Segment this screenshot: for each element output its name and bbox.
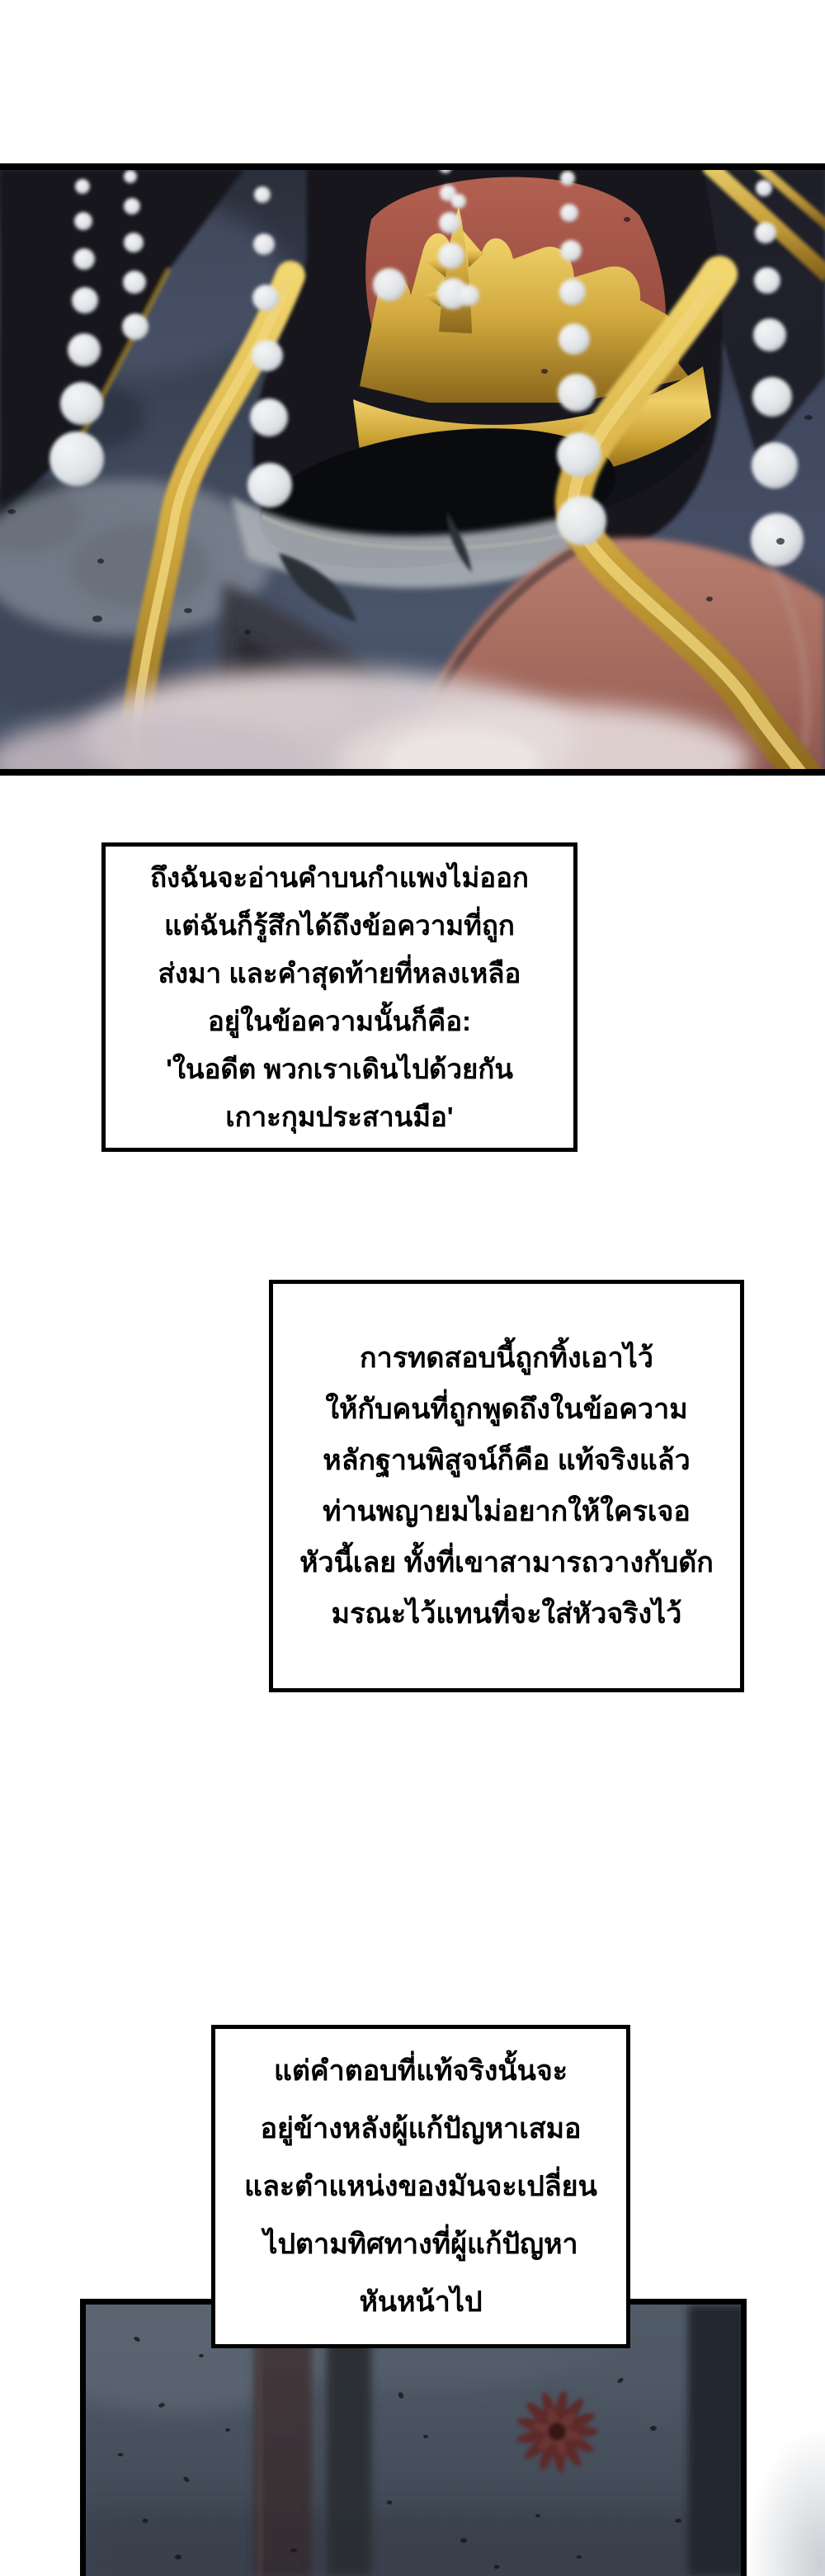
narration-line: แต่ฉันก็รู้สึกได้ถึงข้อความที่ถูก <box>164 909 515 941</box>
narration-box-1 <box>101 842 578 1152</box>
narration-line: และตำแหน่งของมันจะเปลี่ยน <box>244 2171 597 2202</box>
narration-box-3 <box>211 2025 630 2348</box>
narration-line: ท่านพญายมไม่อยากให้ใครเจอ <box>323 1496 691 1527</box>
narration-line: การทดสอบนี้ถูกทิ้งเอาไว้ <box>360 1342 653 1374</box>
crown-scene <box>0 170 825 769</box>
narration-line: ถึงฉันจะอ่านคำบนกำแพงไม่ออก <box>150 861 529 893</box>
narration-line: หลักฐานพิสูจน์ก็คือ แท้จริงแล้ว <box>323 1445 691 1476</box>
narration-line: แต่คำตอบที่แท้จริงนั้นจะ <box>273 2055 568 2087</box>
narration-line: มรณะไว้แทนที่จะใส่หัวจริงไว้ <box>331 1598 682 1630</box>
narration-line: อยู่ในข้อความนั้นก็คือ: <box>207 1005 472 1036</box>
narration-line: ส่งมา และคำสุดท้ายที่หลงเหลือ <box>158 957 521 988</box>
narration-line: 'ในอดีต พวกเราเดินไปด้วยกัน <box>166 1053 513 1084</box>
narration-line: อยู่ข้างหลังผู้แก้ปัญหาเสมอ <box>260 2113 582 2144</box>
narration-line: ไปตามทิศทางที่ผู้แก้ปัญหา <box>263 2229 578 2260</box>
top-panel-artwork <box>0 163 825 776</box>
page-corner-shading <box>747 2430 825 2576</box>
narration-box-2 <box>269 1280 744 1692</box>
narration-line: เกาะกุมประสานมือ' <box>225 1101 454 1132</box>
narration-line: หัวนี้เลย ทั้งที่เขาสามารถวางกับดัก <box>299 1547 714 1578</box>
narration-line: หันหน้าไป <box>359 2286 483 2318</box>
narration-line: ให้กับคนที่ถูกพูดถึงในข้อความ <box>325 1394 688 1425</box>
